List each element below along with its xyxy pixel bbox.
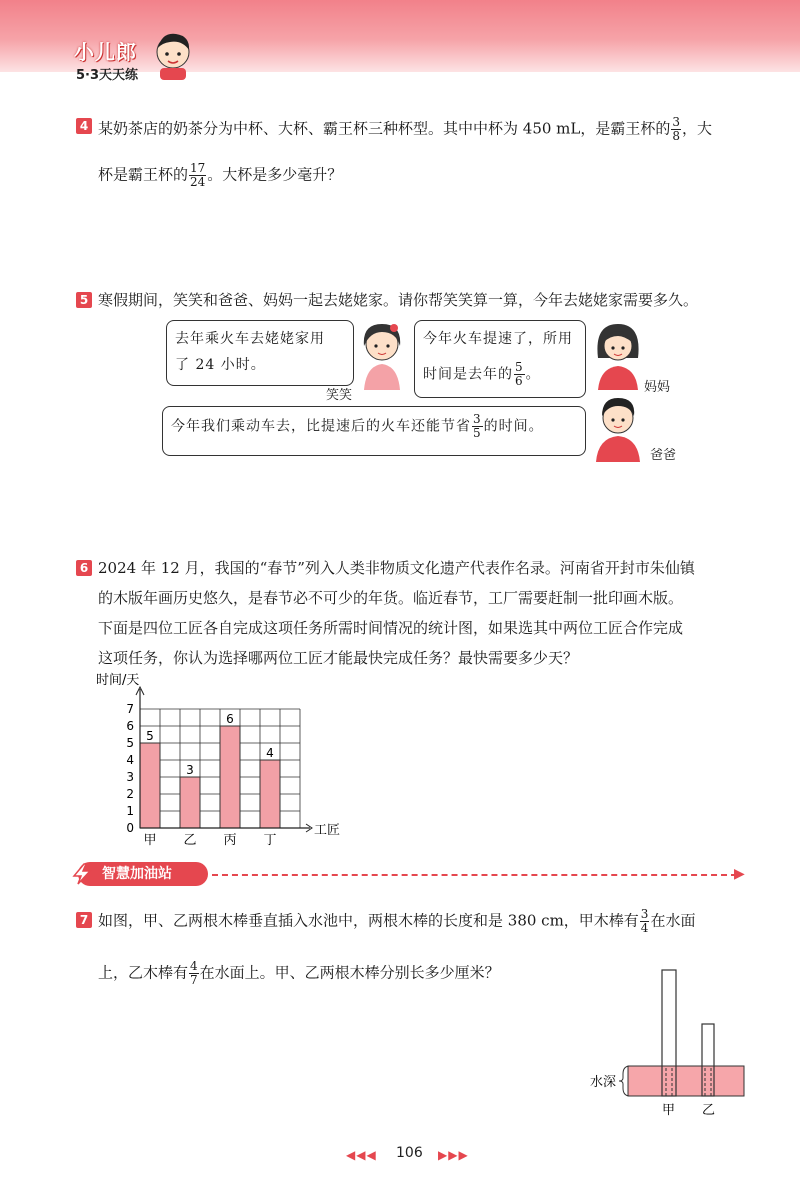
- bubble-text: 今年我们乘动车去，比提速后的火车还能节省: [171, 418, 471, 435]
- stick-jia-label: 甲: [662, 1103, 676, 1118]
- bubble-text-end: 。: [525, 366, 541, 383]
- q5-text: 寒假期间，笑笑和爸爸、妈妈一起去姥姥家。请你帮笑笑算一算，今年去姥姥家需要多久。: [98, 291, 699, 309]
- name-xiaoxiao: 笑笑: [326, 388, 353, 403]
- section-tag: 智慧加油站: [78, 862, 208, 886]
- speech-bubble-dad: [162, 406, 586, 456]
- q7-line1: [98, 908, 695, 935]
- bar-3: [220, 726, 240, 828]
- name-mom: 妈妈: [644, 380, 671, 395]
- data-label: 6: [226, 712, 234, 726]
- bar-chart: [96, 672, 356, 852]
- fraction-numerator: 5: [515, 360, 524, 374]
- fraction: [189, 960, 199, 987]
- q6-line2: 的木版年画历史悠久，是春节必不可少的年货。临近春节，工厂需要赶制一批印画木版。: [98, 589, 684, 607]
- water-depth-label: 水深: [590, 1075, 617, 1090]
- y-tick-label: 0: [126, 821, 134, 835]
- girl-avatar-icon: [354, 318, 410, 390]
- y-tick-label: 6: [126, 719, 134, 733]
- y-tick-label: 1: [126, 804, 134, 818]
- q6-line1: 2024 年 12 月，我国的“春节”列入人类非物质文化遗产代表作名录。河南省开封市朱仙镇: [98, 559, 695, 577]
- bubble-line: 今年火车提速了，所用: [423, 331, 573, 347]
- data-label: 5: [146, 729, 154, 743]
- lightning-icon: [70, 862, 96, 886]
- fraction-numerator: 4: [190, 959, 198, 973]
- divider: [212, 874, 737, 876]
- series-title: 5·3天天练: [76, 68, 139, 83]
- question-number-6: 6: [76, 560, 92, 576]
- next-arrows-icon: ▶▶▶: [438, 1148, 469, 1162]
- fraction-denominator: 8: [672, 129, 680, 143]
- y-axis-label: 时间/天: [96, 673, 140, 688]
- q4-line2-text-b: 。大杯是多少毫升？: [207, 165, 343, 184]
- y-tick-label: 3: [126, 770, 134, 784]
- q7-line2: [98, 960, 500, 987]
- mascot-boy-icon: [150, 28, 196, 80]
- bar-4: [260, 760, 280, 828]
- question-number-5: 5: [76, 292, 92, 308]
- q6-line4: 这项任务，你认为选择哪两位工匠才能最快完成任务？最快需要多少天？: [98, 649, 579, 667]
- bubble-line: [171, 413, 544, 440]
- question-number-4: 4: [76, 118, 92, 134]
- q7-line2-text-b: 在水面上。甲、乙两根木棒分别长多少厘米？: [199, 963, 500, 982]
- fraction: [189, 162, 206, 189]
- fraction: [472, 413, 483, 440]
- q7-line2-text-a: 上，乙木棒有: [98, 963, 189, 982]
- bar-1: [140, 743, 160, 828]
- fraction-denominator: 7: [190, 973, 198, 987]
- fraction-denominator: 24: [190, 175, 206, 189]
- q6-line3: 下面是四位工匠各自完成这项任务所需时间情况的统计图，如果选其中两位工匠合作完成: [98, 619, 684, 637]
- bubble-text: 时间是去年的: [423, 366, 513, 383]
- brand-logo: 小儿郎: [74, 40, 137, 64]
- q4-line2: [98, 162, 342, 189]
- question-number-7: 7: [76, 912, 92, 928]
- fraction: [640, 908, 650, 935]
- prev-arrows-icon: ◀◀◀: [346, 1148, 377, 1162]
- q7-line1-text-a: 如图，甲、乙两根木棒垂直插入水池中，两根木棒的长度和是 380 cm，甲木棒有: [98, 911, 639, 930]
- bubble-line: 去年乘火车去姥姥家用: [175, 331, 325, 347]
- bubble-line-2: [423, 361, 541, 388]
- category-label: 丁: [263, 833, 277, 848]
- name-dad: 爸爸: [650, 448, 677, 463]
- fraction: [514, 361, 525, 388]
- data-label: 4: [266, 746, 274, 760]
- stick-yi-label: 乙: [702, 1103, 716, 1118]
- fraction: [671, 116, 681, 143]
- fraction-numerator: 17: [190, 161, 206, 175]
- speech-bubble-xiaoxiao: [166, 320, 354, 386]
- q4-line1-text-b: ，大: [682, 119, 713, 138]
- y-tick-label: 7: [126, 702, 134, 716]
- speech-bubble-mom: [414, 320, 586, 398]
- bubble-text: 的时间。: [483, 418, 544, 435]
- dad-avatar-icon: [590, 392, 646, 462]
- category-label: 乙: [183, 833, 197, 848]
- y-tick-label: 4: [126, 753, 134, 767]
- water-area: [628, 1066, 744, 1096]
- page-number: 106: [396, 1145, 423, 1161]
- fraction-numerator: 3: [473, 412, 482, 426]
- sticks-in-pool-diagram: [590, 962, 760, 1122]
- fraction-denominator: 5: [473, 426, 482, 440]
- fraction-numerator: 3: [672, 115, 680, 129]
- q4-line2-text-a: 杯是霸王杯的: [98, 165, 189, 184]
- y-tick-label: 2: [126, 787, 134, 801]
- x-axis-label: 工匠: [314, 823, 341, 838]
- mom-avatar-icon: [590, 318, 646, 390]
- fraction-numerator: 3: [640, 907, 649, 921]
- arrow-right-icon: ▶: [734, 866, 745, 882]
- q4-line1: [98, 116, 712, 143]
- data-label: 3: [186, 763, 194, 777]
- q4-line1-text-a: 某奶茶店的奶茶分为中杯、大杯、霸王杯三种杯型。其中中杯为 450 mL，是霸王杯的: [98, 119, 671, 138]
- fraction-denominator: 6: [515, 374, 524, 388]
- q7-line1-text-b: 在水面: [650, 911, 696, 930]
- fraction-denominator: 4: [640, 921, 649, 935]
- y-tick-label: 5: [126, 736, 134, 750]
- bubble-line: 了 24 小时。: [175, 357, 266, 373]
- bar-2: [180, 777, 200, 828]
- category-label: 甲: [143, 833, 157, 848]
- category-label: 丙: [223, 833, 237, 848]
